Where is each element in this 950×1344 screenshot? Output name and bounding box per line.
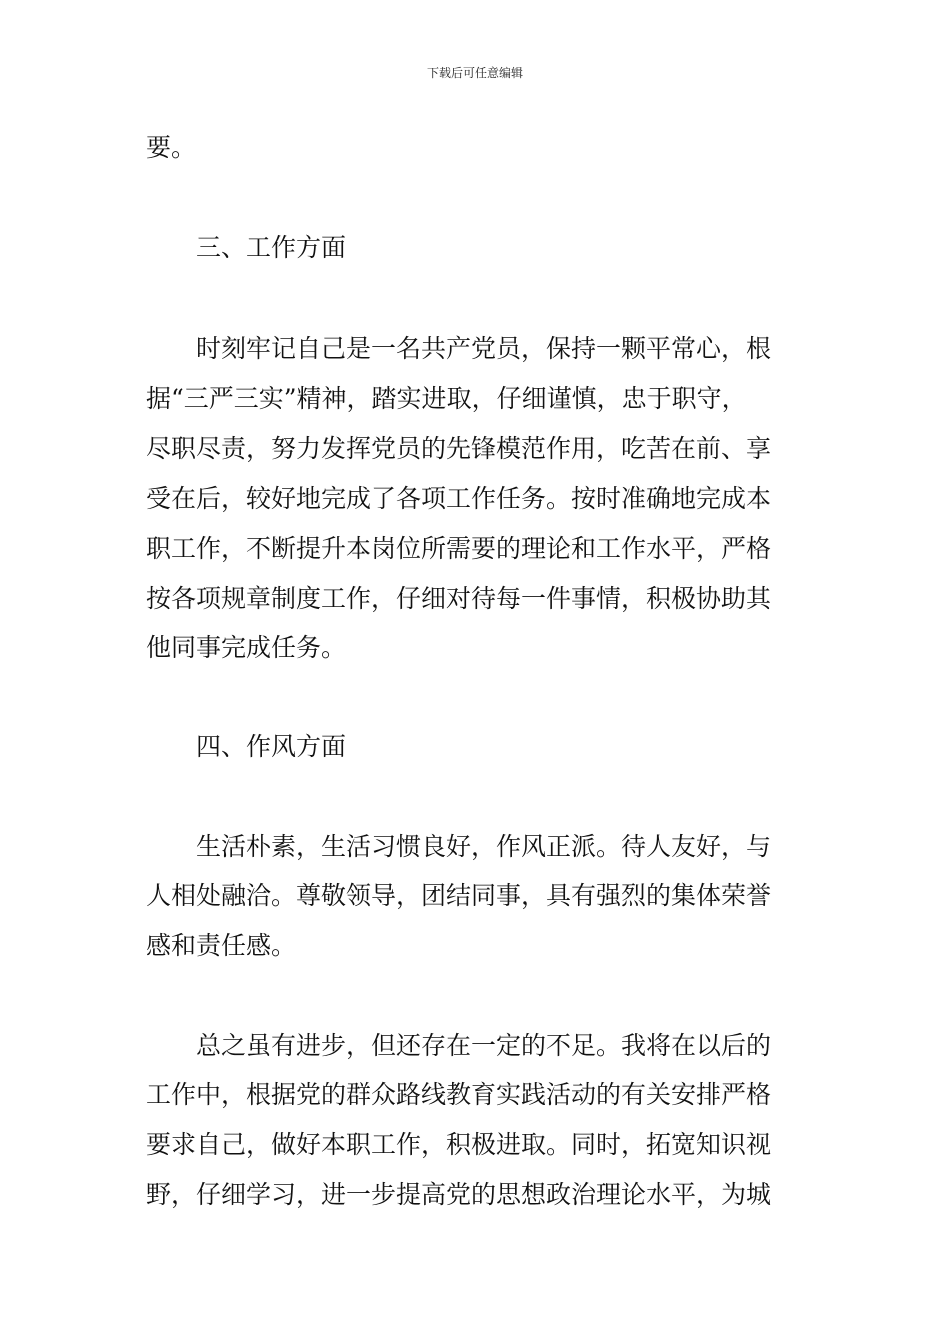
- paragraph-line: 工作中，根据党的群众路线教育实践活动的有关安排严格: [146, 1080, 772, 1109]
- paragraph-line: 按各项规章制度工作，仔细对待每一件事情，积极协助其: [146, 584, 772, 613]
- section-heading: 四、作风方面: [196, 732, 347, 761]
- paragraph-line: 据“三严三实”精神，踏实进取，仔细谨慎，忠于职守，: [146, 384, 747, 413]
- paragraph-line: 要求自己，做好本职工作，积极进取。同时，拓宽知识视: [146, 1130, 772, 1159]
- paragraph-line: 野，仔细学习，进一步提高党的思想政治理论水平，为城: [146, 1180, 772, 1209]
- paragraph-line: 感和责任感。: [146, 931, 297, 960]
- paragraph-line: 时刻牢记自己是一名共产党员，保持一颗平常心，根: [196, 334, 772, 363]
- paragraph-line: 生活朴素，生活习惯良好，作风正派。待人友好，与: [196, 832, 772, 861]
- paragraph-line: 要。: [146, 133, 197, 162]
- paragraph-line: 人相处融洽。尊敬领导，团结同事，具有强烈的集体荣誉: [146, 881, 772, 910]
- page-header-note: 下载后可任意编辑: [426, 66, 523, 80]
- paragraph-line: 他同事完成任务。: [146, 633, 347, 662]
- paragraph-line: 总之虽有进步，但还存在一定的不足。我将在以后的: [196, 1031, 772, 1060]
- paragraph-line: 受在后，较好地完成了各项工作任务。按时准确地完成本: [146, 484, 772, 513]
- section-heading: 三、工作方面: [196, 233, 347, 262]
- paragraph-line: 尽职尽责，努力发挥党员的先锋模范作用，吃苦在前、享: [146, 434, 772, 463]
- paragraph-line: 职工作，不断提升本岗位所需要的理论和工作水平，严格: [146, 534, 772, 563]
